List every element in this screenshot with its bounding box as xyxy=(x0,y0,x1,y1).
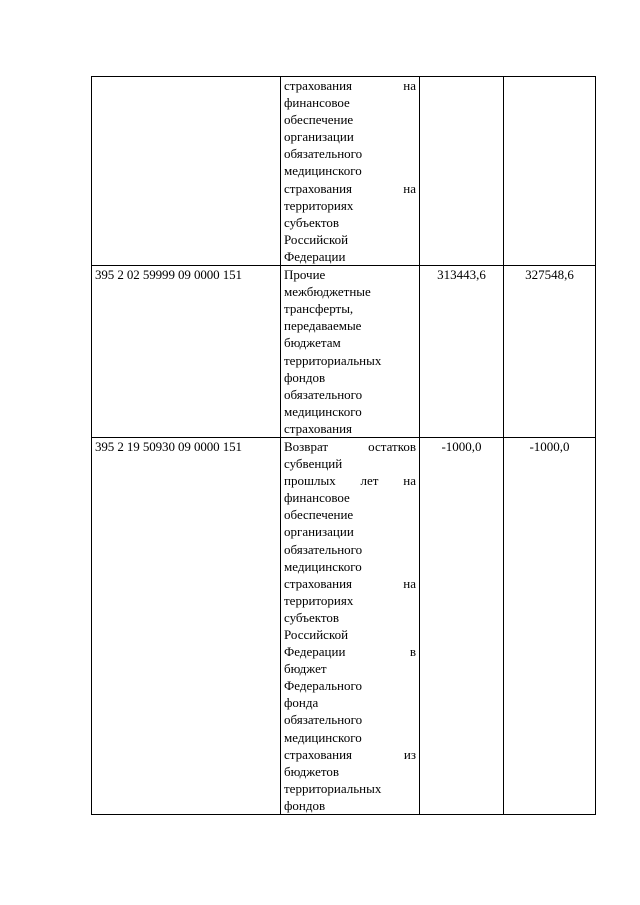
amount-year-1 xyxy=(420,77,504,266)
amount-year-1: -1000,0 xyxy=(420,437,504,814)
text-line xyxy=(284,455,416,472)
revenue-item-name xyxy=(281,77,420,266)
word: бюджетам xyxy=(284,335,341,351)
word: страхования xyxy=(284,78,353,93)
amount-year-2: 327548,6 xyxy=(504,266,596,438)
text-line xyxy=(284,729,416,746)
word: Федерации xyxy=(284,644,346,660)
word: прошлых xyxy=(284,473,336,489)
word: страхования xyxy=(284,420,353,436)
text-line xyxy=(284,489,416,506)
budget-classification-code: 395 2 19 50930 09 0000 151 xyxy=(92,437,281,814)
word: бюджетов xyxy=(284,763,340,779)
word: бюджет xyxy=(284,661,327,677)
word: территориях xyxy=(284,592,354,608)
text-line xyxy=(284,352,416,369)
word: медицинского xyxy=(284,163,362,179)
word: Возврат xyxy=(284,438,329,454)
budget-revenue-table xyxy=(91,76,596,815)
word: Прочие xyxy=(284,267,326,283)
text-line xyxy=(284,231,416,248)
word: субъектов xyxy=(284,609,340,625)
word: обязательного xyxy=(284,541,363,557)
text-line xyxy=(284,334,416,351)
word: на xyxy=(403,78,416,93)
text-line xyxy=(284,94,416,111)
text-line xyxy=(284,558,416,575)
text-line xyxy=(284,162,416,179)
word: фондов xyxy=(284,797,326,813)
text-line xyxy=(284,266,416,283)
word: финансовое xyxy=(284,95,350,111)
word: территориальных xyxy=(284,780,382,796)
text-line xyxy=(284,386,416,403)
text-line xyxy=(284,180,416,197)
text-line xyxy=(284,145,416,162)
text-line xyxy=(284,711,416,728)
word: территориальных xyxy=(284,352,382,368)
word: страхования xyxy=(284,575,353,591)
word: на xyxy=(403,180,416,196)
word: страхования xyxy=(284,746,353,762)
word: медицинского xyxy=(284,403,362,419)
word: в xyxy=(409,644,416,660)
word: обязательного xyxy=(284,386,363,402)
text-line xyxy=(284,128,416,145)
word: Российской xyxy=(284,231,349,247)
word: медицинского xyxy=(284,558,362,574)
text-line xyxy=(284,77,416,94)
word: остатков xyxy=(368,438,416,454)
amount-year-1: 313443,6 xyxy=(420,266,504,438)
text-line xyxy=(284,592,416,609)
text-line xyxy=(284,541,416,558)
word: Федерации xyxy=(284,248,346,264)
word: организации xyxy=(284,524,354,540)
word: страхования xyxy=(284,180,353,196)
word: медицинского xyxy=(284,729,362,745)
word: фондов xyxy=(284,369,326,385)
text-line xyxy=(284,438,416,455)
word: субъектов xyxy=(284,214,340,230)
table-body xyxy=(92,77,596,815)
word: передаваемые xyxy=(284,318,362,334)
text-line xyxy=(284,506,416,523)
text-line xyxy=(284,643,416,660)
word: Федерального xyxy=(284,678,363,694)
amount-year-2: -1000,0 xyxy=(504,437,596,814)
revenue-item-name xyxy=(281,437,420,814)
text-line xyxy=(284,403,416,420)
text-line xyxy=(284,317,416,334)
table-row xyxy=(92,437,596,814)
word: фонда xyxy=(284,695,319,711)
word: обязательного xyxy=(284,146,363,162)
text-line xyxy=(284,248,416,265)
text-line xyxy=(284,626,416,643)
text-line xyxy=(284,780,416,797)
word: финансовое xyxy=(284,490,350,506)
word: на xyxy=(403,473,416,489)
word: трансферты, xyxy=(284,301,354,317)
word: лет xyxy=(360,473,379,489)
text-line xyxy=(284,763,416,780)
text-line xyxy=(284,283,416,300)
text-line xyxy=(284,197,416,214)
word: территориях xyxy=(284,197,354,213)
word: организации xyxy=(284,129,354,145)
text-line xyxy=(284,694,416,711)
text-line xyxy=(284,575,416,592)
text-line xyxy=(284,523,416,540)
word: межбюджетные xyxy=(284,284,371,300)
table-row xyxy=(92,266,596,438)
text-line xyxy=(284,609,416,626)
word: субвенций xyxy=(284,456,343,472)
text-line xyxy=(284,214,416,231)
word: обеспечение xyxy=(284,507,354,523)
text-line xyxy=(284,677,416,694)
word: обязательного xyxy=(284,712,363,728)
text-line xyxy=(284,420,416,437)
revenue-item-name xyxy=(281,266,420,438)
text-line xyxy=(284,111,416,128)
text-line xyxy=(284,369,416,386)
budget-classification-code xyxy=(92,77,281,266)
text-line xyxy=(284,472,416,489)
word: обеспечение xyxy=(284,112,354,128)
budget-classification-code: 395 2 02 59999 09 0000 151 xyxy=(92,266,281,438)
text-line xyxy=(284,746,416,763)
text-line xyxy=(284,300,416,317)
word: Российской xyxy=(284,627,349,642)
word: на xyxy=(403,575,416,591)
table-row xyxy=(92,77,596,266)
text-line xyxy=(284,797,416,814)
text-line xyxy=(284,660,416,677)
word: из xyxy=(403,746,416,762)
amount-year-2 xyxy=(504,77,596,266)
